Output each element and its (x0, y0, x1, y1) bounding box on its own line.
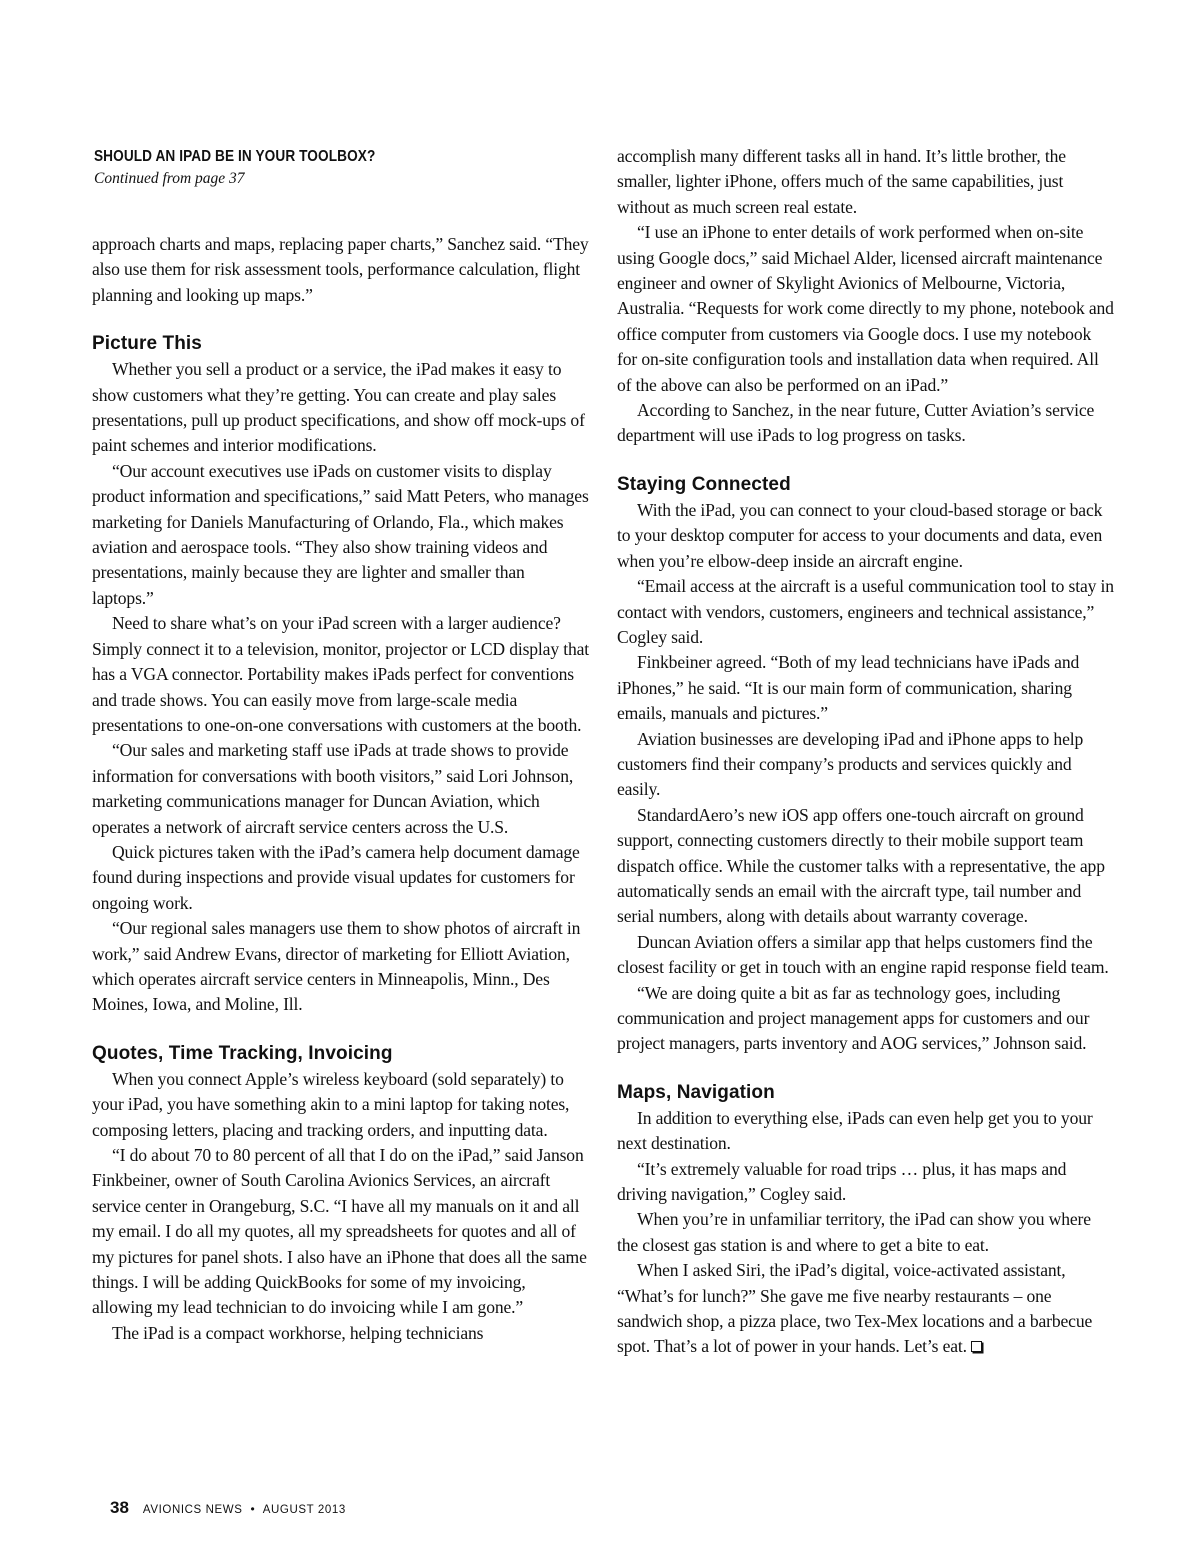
closing-paragraph-text: When I asked Siri, the iPad’s digital, voice-activated assistant, “What’s for lunch?” She gave me five nearby restaurants – one sandwich shop, a pizza place, two Tex-Mex locations and a barbecue spot. That’s a lot of power in your hands. Let’s eat. (617, 1260, 1093, 1357)
paragraph: accomplish many different tasks all in hand. It’s little brother, the smaller, lighter iPhone, offers much of the same capabilities, just without as much screen real estate. (617, 146, 1066, 217)
paragraph: With the iPad, you can connect to your cloud-based storage or back to your desktop computer for access to your documents and data, even when you’re elbow-deep inside an aircraft engine. (617, 499, 1103, 571)
paragraph: “I do about 70 to 80 percent of all that I do on the iPad,” said Janson Finkbeiner, owner of South Carolina Avionics Services, an aircraft service center in Orangeburg, S.C. “I have all my manuals on it and all my email. I do all my quotes, all my spreadsheets for quotes and all of my pictures for panel shots. I also have an iPhone that does all the same things. I will be adding QuickBooks for some of my invoicing, allowing my lead technician to do invoicing while I am gone.” (92, 1145, 587, 1318)
paragraph: Aviation businesses are developing iPad and iPhone apps to help customers find their company’s products and services quickly and easily. (617, 728, 1084, 800)
paragraph: Quick pictures taken with the iPad’s camera help document damage found during inspections and provide visual updates for customers for ongoing work. (92, 841, 580, 913)
paragraph: In addition to everything else, iPads can even help get you to your next destination. (617, 1107, 1093, 1154)
paragraph: StandardAero’s new iOS app offers one-touch aircraft on ground support, connecting customers directly to their mobile support team dispatch office. While the customer talks with a representative, the app automatically sends an email with the aircraft type, tail number and serial numbers, along with details about warranty coverage. (617, 804, 1105, 927)
paragraph: “I use an iPhone to enter details of work performed when on-site using Google docs,” said Michael Alder, licensed aircraft maintenance engineer and owner of Skylight Avionics of Melbourne, Victoria, Australia. “Requests for work come directly to my phone, notebook and office computer from customers via Google docs. I use my notebook for on-site configuration tools and installation data when required. All of the above can also be performed on an iPad.” (617, 222, 1114, 395)
footer-separator: • (250, 1502, 255, 1516)
paragraph: approach charts and maps, replacing paper charts,” Sanchez said. “They also use them for risk assessment tools, performance calculation, flight planning and looking up maps.” (92, 234, 589, 305)
article-kicker: SHOULD AN IPAD BE IN YOUR TOOLBOX? (94, 148, 376, 165)
issue-date: AUGUST 2013 (262, 1504, 346, 1516)
paragraph: “Email access at the aircraft is a useful communication tool to stay in contact with vendors, customers, engineers and technical assistance,” Cogley said. (617, 576, 1114, 647)
paragraph: Need to share what’s on your iPad screen with a larger audience? Simply connect it to a television, monitor, projector or LCD display that has a VGA connector. Portability makes iPads perfect for conventions and trade shows. You can easily move from large-scale media presentations to one-on-one conversations with customers at the booth. (92, 613, 590, 735)
paragraph: “We are doing quite a bit as far as technology goes, including communication and project management apps for customers and our project managers, parts inventory and AOG services,” Johnson said. (617, 982, 1090, 1054)
section-heading-maps-navigation: Maps, Navigation (617, 1081, 775, 1103)
paragraph: “It’s extremely valuable for road trips … plus, it has maps and driving navigation,” Cogley said. (617, 1158, 1067, 1205)
page-number: 38 (110, 1498, 129, 1517)
section-heading-picture-this: Picture This (92, 333, 202, 355)
page-footer (110, 1498, 346, 1518)
right-column (617, 144, 1114, 1360)
paragraph: Finkbeiner agreed. “Both of my lead technicians have iPads and iPhones,” he said. “It is our main form of communication, sharing emails, manuals and pictures.” (617, 652, 1080, 724)
continued-note: Continued from page 37 (94, 170, 245, 187)
paragraph: Whether you sell a product or a service, the iPad makes it easy to show customers what they’re getting. You can create and play sales presentations, pull up product specifications, and show off mock-ups of paint schemes and interior modifications. (92, 359, 585, 456)
paragraph: “Our sales and marketing staff use iPads at trade shows to provide information for conversations with booth visitors,” said Lori Johnson, marketing communications manager for Duncan Aviation, which operates a network of aircraft service centers across the U.S. (92, 740, 574, 837)
left-column (92, 232, 589, 1346)
paragraph: “Our regional sales managers use them to show photos of aircraft in work,” said Andrew Evans, director of marketing for Elliott Aviation, which operates aircraft service centers in Minneapolis, Minn., Des Moines, Iowa, and Moline, Ill. (92, 918, 581, 1015)
paragraph: When you connect Apple’s wireless keyboard (sold separately) to your iPad, you have something akin to a mini laptop for taking notes, composing letters, placing and tracking orders, and inputting data. (92, 1068, 570, 1140)
end-mark-icon (971, 1341, 982, 1352)
paragraph: Duncan Aviation offers a similar app that helps customers find the closest facility or get in touch with an engine rapid response field team. (617, 931, 1109, 978)
section-heading-quotes-time-tracking: Quotes, Time Tracking, Invoicing (92, 1042, 393, 1064)
publication-name: AVIONICS NEWS (142, 1504, 243, 1516)
section-heading-staying-connected: Staying Connected (617, 473, 791, 495)
closing-paragraph (617, 1258, 1114, 1360)
paragraph: When you’re in unfamiliar territory, the iPad can show you where the closest gas station is and where to get a bite to eat. (617, 1209, 1091, 1255)
paragraph: “Our account executives use iPads on customer visits to display product information and specifications,” said Matt Peters, who manages marketing for Daniels Manufacturing of Orlando, Fla., which makes aviation and aerospace tools. “They also show training videos and presentations, mainly because they are lighter and smaller than laptops.” (92, 460, 589, 608)
paragraph: According to Sanchez, in the near future, Cutter Aviation’s service department will use iPads to log progress on tasks. (617, 400, 1095, 446)
paragraph: The iPad is a compact workhorse, helping technicians (112, 1322, 484, 1343)
